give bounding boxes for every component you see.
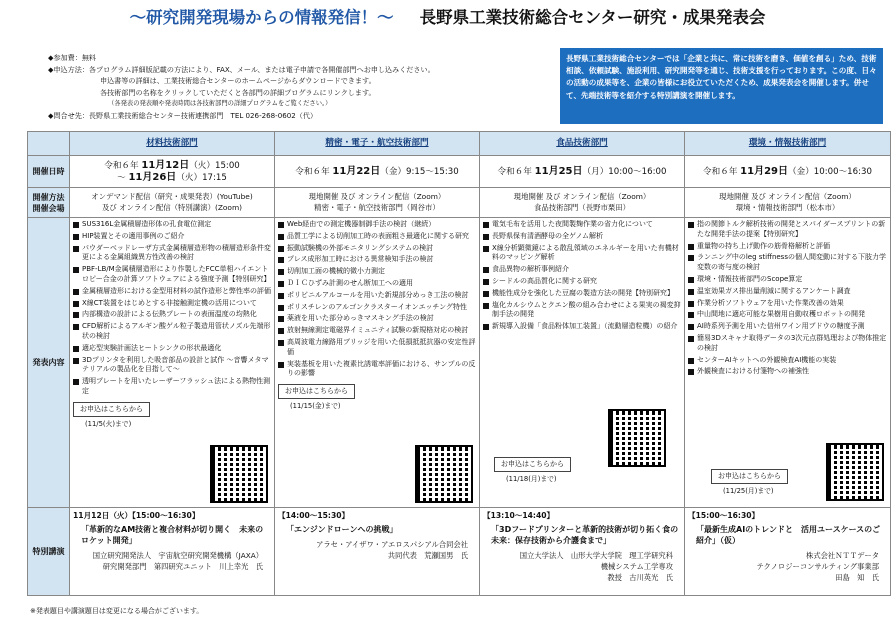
deadline-food: (11/18(月)まで) xyxy=(506,475,557,483)
presentation-item: 切削加工面の機械的微小力測定 xyxy=(278,267,476,277)
place-food: 現地開催 及び オンライン配信（Zoom） 食品技術部門（長野市栗田） xyxy=(480,188,685,218)
corner-cell xyxy=(28,132,70,156)
place-materials: オンデマンド配信（研究・成果発表）(YouTube) 及び オンライン配信（特別講演）(Zoom) xyxy=(70,188,275,218)
content-environment xyxy=(685,218,891,508)
contact-line: ◆問合せ先：長野県工業技術総合センター技術連携部門 TEL 026-268-0602（代） xyxy=(48,110,318,120)
date-materials: 令和６年 11月12日（火）15:00 ～ 11月26日（火）17:15 xyxy=(70,156,275,188)
presentation-list xyxy=(278,220,476,379)
presentation-item: PBF-LB/M金属積層造形により作製したFCC単相ハイエントロピー合金の計算ソフトウェアによる強度予測【特別研究】 xyxy=(73,265,271,285)
presentation-item: パウダーベッドレーザ方式金属積層造形物の積層造形条件変更による金属組織異方性改善の検討 xyxy=(73,244,271,264)
presentation-list xyxy=(483,220,681,332)
content-precision xyxy=(275,218,480,508)
date-environment: 令和６年 11月29日（金）10:00～16:30 xyxy=(685,156,891,188)
apply-link-food[interactable]: お申込はこちらから xyxy=(494,457,571,472)
presentation-item: ＤＩＣひずみ計測のせん断加工への適用 xyxy=(278,279,476,289)
presentation-item: 新規導入設備「食品粉体加工装置」（流動層造粒機）の紹介 xyxy=(483,322,681,332)
lecture-environment: 【15:00～16:30】 「最新生成AIのトレンドと 活用ユースケースのご紹介」（仮） 株式会社ＮＴＴデータ テクノロジーコンサルティング事業部 田島 知 氏 xyxy=(685,508,891,596)
presentation-item: 作業分析ソフトウェアを用いた作業改善の効果 xyxy=(688,299,887,309)
intro-box: 長野県工業技術総合センターでは「企業と共に、常に技術を磨き、価値を創る」ため、技術相談、依頼試験、施設利用、研究開発等を通じ、技術支援を行っております。この度、日々の活動の成果等を、企業の皆様にお役立ていただくため、成果発表会を開催します。併せて、先端技術等を紹介する特別講演を開催します。 xyxy=(560,48,883,124)
content-food xyxy=(480,218,685,508)
apply-link-environment[interactable]: お申込はこちらから xyxy=(711,469,788,484)
apply-link-materials[interactable]: お申込はこちらから xyxy=(73,402,150,417)
deadline-environment: (11/25(月)まで) xyxy=(723,487,774,495)
deadline-precision: (11/15(金)まで) xyxy=(290,402,341,411)
date-precision: 令和６年 11月22日（金）9:15～15:30 xyxy=(275,156,480,188)
fee-line: ◆参加費：無料 xyxy=(48,53,97,62)
presentation-item: 指の関節トルク解析技術の開発とスパイダースプリントの新たな開発手法の提案【特別研究】 xyxy=(688,220,887,240)
presentation-item: 内部構造の設計による伝熱プレートの表面温度の均熱化 xyxy=(73,310,271,320)
presentation-item: X線CT装置をはじめとする非接触測定機の活用について xyxy=(73,299,271,309)
dept-link-environment[interactable]: 環境・情報技術部門 xyxy=(748,138,827,148)
row-label-lecture: 特別講演 xyxy=(28,508,70,596)
presentation-item: 放射無線測定電磁界イミュニティ試験の新規格対応の検討 xyxy=(278,326,476,336)
presentation-list xyxy=(688,220,887,377)
qr-code-precision[interactable] xyxy=(415,445,473,503)
program-table xyxy=(27,131,891,596)
place-precision: 現地開催 及び オンライン配信（Zoom） 精密・電子・航空技術部門（岡谷市） xyxy=(275,188,480,218)
presentation-list xyxy=(73,220,271,397)
deadline-materials: (11/5(火)まで) xyxy=(85,419,132,428)
dept-header-environment[interactable] xyxy=(685,132,891,156)
presentation-item: 高周波電力線路用ブリッジを用いた低損抵抵抗器の安定性評価 xyxy=(278,338,476,358)
presentation-item: Web経由での測定機器制御手法の検討（継続） xyxy=(278,220,476,230)
presentation-item: HIP装置とその適用事例のご紹介 xyxy=(73,232,271,242)
content-materials xyxy=(70,218,275,508)
dept-header-food[interactable] xyxy=(480,132,685,156)
qr-code-environment[interactable] xyxy=(826,443,884,501)
row-label-dates: 開催日時 xyxy=(28,156,70,188)
dept-header-materials[interactable] xyxy=(70,132,275,156)
presentation-item: 適応型実験計画法ヒートシンクの形状最適化 xyxy=(73,344,271,354)
presentation-item: ポリスチレンのアルゴンクラスターイオンエッチング特性 xyxy=(278,303,476,313)
presentation-item: 重量物の持ち上げ動作の筋骨格解析と評価 xyxy=(688,242,887,252)
presentation-item: ランニング中のleg stiffnessの個人間変動に対する下肢力学変数の寄与度の検討 xyxy=(688,253,887,273)
presentation-item: 食品異物の解析事例紹介 xyxy=(483,265,681,275)
presentation-item: 長野県保有清酒酵母の全ゲノム解析 xyxy=(483,232,681,242)
dept-header-precision[interactable] xyxy=(275,132,480,156)
presentation-item: 機能性成分を強化した豆腐の製造方法の開発【特別研究】 xyxy=(483,289,681,299)
dept-link-materials[interactable]: 材料技術部門 xyxy=(146,138,198,148)
qr-code-food[interactable] xyxy=(608,409,666,467)
presentation-item: 電気毛布を活用した夜間製麹作業の省力化について xyxy=(483,220,681,230)
dept-link-food[interactable]: 食品技術部門 xyxy=(556,138,608,148)
presentation-item: プレス成形加工時における異常検知手法の検討 xyxy=(278,255,476,265)
schedule-note-line: （各発表の発表順や発表時間は各技術部門の詳細プログラムをご覧ください。） xyxy=(108,100,332,108)
page-title xyxy=(0,4,895,28)
link-note-line: 各技術部門の名称をクリックしていただくと各部門の詳細プログラムにリンクします。 xyxy=(100,87,376,97)
presentation-item: 3Dプリンタを利用した吸音部品の設計と試作 ～音響メタマテリアルの製品化を目指して～ xyxy=(73,356,271,376)
footnote: ※発表題目や講演題目は変更になる場合がございます。 xyxy=(30,607,204,615)
presentation-item: CFD解析によるアルギン酸ゲル粒子製造用管状ノズル先端形状の検討 xyxy=(73,322,271,342)
title-main: 長野県工業技術総合センター研究・成果発表会 xyxy=(419,8,766,27)
apply-line: ◆申込方法：各プログラム詳細版記載の方法により、FAX、メール、または電子申請で各開催部門へお申し込みください。 xyxy=(48,64,435,74)
title-tagline: ～研究開発現場からの情報発信！～ xyxy=(129,8,394,27)
presentation-item: 中山間地に適応可能な果樹用自動収穫ロボットの開発 xyxy=(688,310,887,320)
presentation-item: 薬液を用いた部分めっきマスキング手法の検討 xyxy=(278,314,476,324)
place-environment: 現地開催 及び オンライン配信（Zoom） 環境・情報技術部門（松本市） xyxy=(685,188,891,218)
presentation-item: 温室効果ガス排出量削減に関するアンケート調査 xyxy=(688,287,887,297)
row-label-method-venue: 開催方法 開催会場 xyxy=(28,188,70,218)
presentation-item: AI時系列予測を用いた信州ワイン用ブドウの糖度予測 xyxy=(688,322,887,332)
presentation-item: 金属積層造形における金型用材料の試作造形と弊性率の評価 xyxy=(73,287,271,297)
lecture-precision: 【14:00～15:30】 「エンジンドローンへの挑戦」 アラセ・アイザワ・アエロスパシアル合同会社 共同代表 荒瀬国男 氏 xyxy=(275,508,480,596)
qr-code-materials[interactable] xyxy=(210,445,268,503)
row-label-content: 発表内容 xyxy=(28,218,70,508)
presentation-item: 簡易3Dスキャナ取得データの3次元点群処理および物体推定の検討 xyxy=(688,334,887,354)
lecture-food: 【13:10～14:40】 「3Dフードプリンターと革新的技術が切り拓く食の未来：保存技術から介護食まで」 国立大学法人 山形大学大学院 理工学研究科 機械システム工学専攻 教授 古川英光 氏 xyxy=(480,508,685,596)
presentation-item: センターAIキットへの外観検査AI機能の実装 xyxy=(688,356,887,366)
apply-link-precision[interactable]: お申込はこちらから xyxy=(278,384,355,399)
presentation-item: 振動試験機の外部モニタリングシステムの検討 xyxy=(278,244,476,254)
presentation-item: 外観検査における付箋物への補強性 xyxy=(688,367,887,377)
presentation-item: X線分析顕微鏡による散乱領域のエネルギーを用いた有機材料のマッピング解析 xyxy=(483,244,681,264)
info-block xyxy=(48,52,558,122)
date-food: 令和６年 11月25日（月）10:00～16:00 xyxy=(480,156,685,188)
apply-detail-line: 申込書等の詳細は、工業技術総合センターのホームページからダウンロードできます。 xyxy=(100,76,376,86)
presentation-item: SUS316L金属積層造形体の孔食電位測定 xyxy=(73,220,271,230)
presentation-item: 実装基板を用いた複素比誘電率評価における、サンプルの反りの影響 xyxy=(278,360,476,380)
dept-link-precision[interactable]: 精密・電子・航空技術部門 xyxy=(325,138,429,148)
presentation-item: シードルの高品質化に関する研究 xyxy=(483,277,681,287)
lecture-materials: 11月12日（火）【15:00～16:30】 「革新的なAM技術と複合材料が切り開く 未来のロケット開発」 国立研究開発法人 宇宙航空研究開発機構（JAXA） 研究開発部門 第四研究ユニット 川上幸光 氏 xyxy=(70,508,275,596)
presentation-item: 塩化カルシウムとクエン酸の組み合わせによる果実の褐変抑制手法の開発 xyxy=(483,301,681,321)
presentation-item: ポリビニルアルコールを用いた新規部分めっき工法の検討 xyxy=(278,291,476,301)
presentation-item: 品質工学による切削加工時の表面粗さ最適化に関する研究 xyxy=(278,232,476,242)
presentation-item: 透明プレートを用いたレーザーフラッシュ法による熱物性測定 xyxy=(73,377,271,397)
presentation-item: 環境・情報技術部門のScope算定 xyxy=(688,275,887,285)
